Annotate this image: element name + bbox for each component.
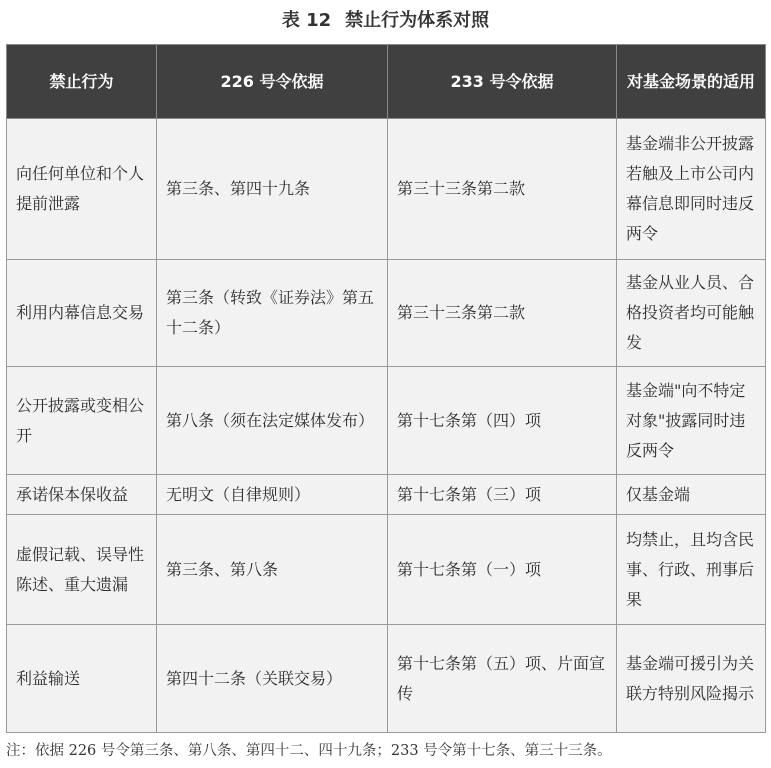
table-cell: 基金端非公开披露若触及上市公司内幕信息即同时违反两令: [617, 119, 766, 260]
table-header-row: [7, 45, 766, 119]
table-cell: 公开披露或变相公开: [7, 367, 157, 475]
table-cell: 基金端可援引为关联方特别风险揭示: [617, 625, 766, 733]
table-cell: 利益输送: [7, 625, 157, 733]
table-cell: 基金从业人员、合格投资者均可能触发: [617, 260, 766, 367]
table-cell: 第三条、第八条: [157, 515, 388, 625]
table-number: 表 12: [281, 10, 332, 31]
table-footnote: 注：依据 226 号令第三条、第八条、第四十二、四十九条；233 号令第十七条、第三十三条。: [6, 743, 612, 759]
table-row: [7, 260, 766, 367]
comparison-table: [6, 44, 766, 733]
table-cell: 均禁止，且均含民事、行政、刑事后果: [617, 515, 766, 625]
table-cell: 无明文（自律规则）: [157, 475, 388, 515]
table-cell: 仅基金端: [617, 475, 766, 515]
table-title-text: 禁止行为体系对照: [345, 10, 490, 31]
table-cell: 第十七条第（四）项: [388, 367, 617, 475]
table-row: [7, 515, 766, 625]
table-cell: 虚假记载、误导性陈述、重大遗漏: [7, 515, 157, 625]
table-cell: 向任何单位和个人提前泄露: [7, 119, 157, 260]
table-cell: 第三条、第四十九条: [157, 119, 388, 260]
table-cell: 第三条（转致《证券法》第五十二条）: [157, 260, 388, 367]
table-title: [0, 6, 771, 36]
table-cell: 第十七条第（三）项: [388, 475, 617, 515]
table-row: [7, 119, 766, 260]
table-cell: 承诺保本保收益: [7, 475, 157, 515]
table-row: [7, 367, 766, 475]
header-cell-fund-applicability: 对基金场景的适用: [617, 45, 766, 119]
header-cell-order-226: 226 号令依据: [157, 45, 388, 119]
header-cell-prohibited-act: 禁止行为: [7, 45, 157, 119]
header-cell-order-233: 233 号令依据: [388, 45, 617, 119]
table-cell: 第四十二条（关联交易）: [157, 625, 388, 733]
table-cell: 基金端"向不特定对象"披露同时违反两令: [617, 367, 766, 475]
table-cell: 第八条（须在法定媒体发布）: [157, 367, 388, 475]
table-cell: 第三十三条第二款: [388, 260, 617, 367]
table-cell: 利用内幕信息交易: [7, 260, 157, 367]
table-cell: 第三十三条第二款: [388, 119, 617, 260]
table-row: [7, 625, 766, 733]
table-cell: 第十七条第（一）项: [388, 515, 617, 625]
table-cell: 第十七条第（五）项、片面宣传: [388, 625, 617, 733]
table-row: [7, 475, 766, 515]
